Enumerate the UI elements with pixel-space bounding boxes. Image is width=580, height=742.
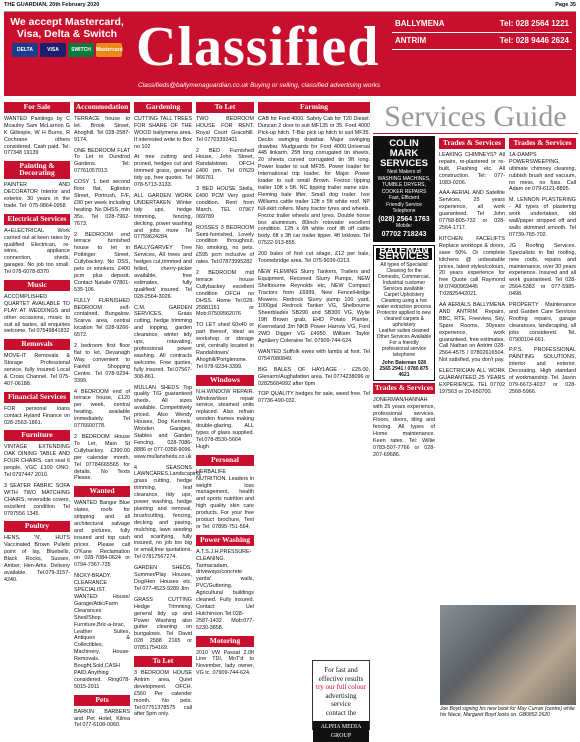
classified-ad: At tree cutting and pruned, hedges cut and trimmed grass, general tidy up, free quotes. Tel 078-5713-3133.	[134, 154, 192, 189]
colin-line: WASHING MACHINES,	[377, 175, 431, 182]
classified-ad: LEAKING CHIMNEYS? All repairs, re-plastered or re-built, Flashing etc. All construction. Tel: 077-1083-0206.	[439, 151, 505, 186]
section-heading: Electrical Services	[4, 214, 70, 225]
classified-ad: TO LET shed 60x40 or part thereof, ideal as workshop or storage unit, centrally located in Randalstown/ Ahoghill/Portglenone. Tel 078-9234-3399.	[196, 322, 254, 370]
section-heading: For Sale	[4, 102, 70, 113]
alpha-media-logo: ALPHA MEDIA GROUP	[313, 721, 369, 742]
card-logos	[8, 43, 126, 57]
classified-ad: 2 BEDROOM House To Let, Main St Cullybackey. £390.00 per calendar month, Tel 07784665565 for details. No Texts Please.	[74, 433, 130, 482]
classified-ad: JG Roofing Services. Specialists in flat roofing, new roofs, repairs and maintenance, over 30 years experience. Insured and all work guaranteed. Tel 028-2564-5383 or 077-5985-0498.	[509, 242, 576, 298]
classified-ad: JONERMAN/HANNAH with 25 years experience, professional services. Floors, doors, tiling and fencing. All types of Home maintenance. Keen rates. Tel: Willie 0783-507-7766 or 028-207-69686.	[373, 396, 435, 458]
section-heading: Painting & Decorating	[4, 161, 70, 179]
bateman-line: For a friendly professional service telephone	[381, 339, 427, 358]
classified-ad: ELECTRICIAN ALL WORK GUARANTEED 25 YEARS EXPERIENCE. TEL 07702 197563 or 20-650700.	[439, 368, 505, 395]
services-column-1	[373, 136, 435, 606]
classified-ad: 3 BEDROOM HOUSE Antrim area, Quiet development. OFCH. £560 Per calender month. No pets. Tel:07751378575 call after 5pm only.	[134, 669, 192, 718]
classified-ad: NEW FLEMING Slurry Tankers, Trailers and Equipment, Reconed Slurry Pumps, NEW Shelbourne Reynolds etc, NEW Compact Tractors from £6999, New Fence/Hedge Mowers. Redrock Slurry pump 100 yard, 1000gal Redrock Tanker VG, Shelbourne Sheerblades SB290 and SB300 VG, Wylie 19ft Brown grab, EHD Potato Planter, Kverneland 3m NKB Power Harrow VG, Ford 2WD Digger VG £4950. William Taylor Agri&ery Coleraine Tel. 07909-744-624.	[258, 268, 370, 344]
classified-ad: PROPERTY Maintenance and Garden Care Services Roofing repairs, garage clearances, landscaping, all jobs considered. Tel. 07900104-661.	[509, 302, 576, 343]
classified-ad: HENS, 'N', HUTS Vaccinated Brown Pullets point of lay, Bluebells, Black Rocks, Sussex, Amber, Hen-Arks. Delivery available. Tel.079-3157-4240.	[4, 535, 70, 583]
classified-ad: GARDEN SHEDS, Summer/Play Houses, Dog/Hen Houses etc. Tel 077-4523-9289 Jim	[134, 565, 192, 592]
classified-ad: 2 BEDROOM mid terrace house Cullybackey excellent condition OFCH no DHSS. Home Tel:028-25881161 or Mob:0750956207​6	[196, 270, 254, 318]
section-heading: Furniture	[4, 430, 70, 441]
section-heading: Farming	[258, 102, 370, 113]
phone-numbers	[392, 16, 572, 46]
classified-ad: N.H.WINDOW REPAIR. Window/door repair service, steamed units replaced. Also refrain wooden frames making double-glazing. ALL types of glass supplied. Tel.078-8530-5664 Hugh	[196, 388, 254, 450]
classified-ad: P.P.S. PROFESSIONAL PAINTING SOLUTIONS, interior and exterior. Decorating. High standard of workmanship. Tel. Jason 079-6673-4037 or 028-2568-5966.	[509, 347, 576, 395]
section-heading: Accommodation	[75, 102, 129, 111]
services-column-3	[509, 136, 576, 601]
promo-box: For fast and effective results try our full colour advertising service contact the ALPHA MEDIA GROUP	[312, 660, 370, 730]
column-4	[196, 100, 254, 735]
classified-ad: 2 BED Furnished House, John Street, Randalstown. OFCH £400 pm. Tel 07629 966761	[196, 147, 254, 182]
section-heading: Music	[4, 280, 70, 291]
masthead	[4, 2, 576, 12]
classified-ad: GRASS CUTTING Hedge Trimming, general tidy up and Power Washing also gutter cleaning on bungalows. Tel David 028 2588 2165 or 07851754169.	[134, 596, 192, 652]
bateman-line: Services available:	[383, 285, 425, 292]
section-heading: Removals	[4, 339, 70, 350]
page-number: Page 35	[555, 2, 576, 8]
classified-ad: TOP QUALITY hedges for sale, weed free. Tel 07736-490-032.	[258, 391, 370, 405]
card-tagline: We accept Mastercard, Visa, Delta & Switch	[10, 16, 124, 40]
bateman-line: Cleaning using a hot water extraction process	[376, 297, 432, 310]
bateman-line: Other Services Available	[376, 333, 432, 340]
classified-ad: TWO BEDROOM HOUSE FOR RENT. Royal Court Gracehill. Tel 07703392401	[196, 115, 254, 143]
column-1	[4, 100, 70, 735]
classified-ad: MULLAN SHEDS Top quality T/G guaranteed sheds. All sizes available. Competitively priced. Also Wendy Houses, Dog Kennels, Wooden Garages, Stables and Garden Fencing. 028-7086-8886 or 077-0358-9096. www.mullansheds.co.uk	[134, 384, 192, 460]
classified-ad: 3 SEATER FABRIC SOFA WITH TWO MATCHING CHAIRS, reversible covers, excellent condition Tel 0797556 1345.	[4, 482, 70, 517]
classified-ad: A+ELECTRICAL Work carried out at keen rates by qualified Electrican, re-wires, appliance connection, sheds, garages. No job too small. Tel 078-6078-8370	[4, 227, 70, 276]
section-heading: Power Washing	[196, 535, 254, 546]
classified-ad: BIG BALES OF HAYLAGE - £25.00, Glenarm/Aughafatten area. Tel 0774238096 or 02825684992 after 6pm	[258, 366, 370, 387]
visa-card-icon: VISA	[40, 43, 66, 57]
colin-line: Nest Makers of	[387, 169, 421, 175]
colin-line: COOKER REPAIRS	[381, 188, 427, 195]
classified-ad: CUTTING TALL TREES FOR SHARE OF THE WOOD ballymena area. If interested write to Box no 102	[134, 115, 192, 150]
card-banner	[8, 16, 126, 88]
delta-card-icon: DELTA	[12, 43, 38, 57]
classified-header	[4, 12, 576, 96]
section-heading: Windows	[196, 375, 254, 386]
classified-ad: C.M. GARDEN SERVICES. Grass cutting, hedge trimming and lopping, garden clearance, winter tidy ups, rotavating, professional power washing. All contracts welcome. Free quotes, fully insured. Tel.07567-308-861.	[134, 304, 192, 380]
classified-ad: 200 bales of first cut silage, £12 per bale, Toomebridge area. Tel 075-9039-0213.	[258, 251, 370, 265]
book-signing-photo	[440, 605, 576, 705]
section-heading: Personal	[196, 455, 254, 466]
classified-ad: AAA-AERIAL AND Satellite Services, 25 years experience, all work guaranteed. Tel John 07768-805-732 or 028-2564-1717.	[439, 190, 505, 231]
classified-ad: FULLY FURNISHED BEDROOM self-contained, Bungalow, Scarva area, central location Tel 028-9266-6572.	[74, 297, 130, 339]
photo-caption: Joe Boyd signing his new book for May Curran (centre) while his Niece, Margaret Boyd looks on. GB0852 2620	[440, 706, 575, 718]
classified-ad: 2 BEDROOM end terrace furnished house to let in Pottinger Street, Cullybackey. No DSS, pets or smokers. £400 pcm plus deposit. Contact Natalie 07801-535-106.	[74, 231, 130, 293]
section-heading: Poultry	[4, 521, 70, 532]
classified-ad: TERRACE house to let. Brook Street, Ahoghill. Tel 028-2587-9174.	[74, 115, 130, 143]
classified-ad: CAB for Ford 4000. Safety Cab for T20 Diesel. Duncan 2 door to suit MF135 or 35. Ford 4000 Pick-up hitch. T-Bar pick up hitch to suit MF35. Decks swinging drawbar. Major swinging drawbar. Mudguards for Ford 4000.Universal 445 linkarm. 25ft long corrugated tin sheets, 20 sheets curved corrugated tin 9ft long. Power loader to suit MF35. Power loader for International trip loader. for Major. Power loader to suit small Brown. Frezoz tipping trailer 10ft x 5ft. NC tipping trailer same size. Fleming bale lifter. Small dog trailer. Ivor Williams cattle trailer 12ft x 5ft white roof. NP full-skirt rollers. Many tractor tyres and wheels. Frezoz trailer wheels and tyres. Double horse box aluminium. 80inch rotovator excellent condition. 12ft x 6ft white roof lift off cattle body. 6ft x 3ft car trailer tipper. 4ft Inklows. Tel 07522-913-855.	[258, 115, 370, 247]
classified-ad: PAINTER AND DECORATOR Interior and exterior. 30 years in the trade. Tel: 075-9864-0958	[4, 182, 70, 209]
classified-ad: FOR personal loans contact Hyland Finance on 028-2563-1861.	[4, 405, 70, 426]
classified-ad: HERBALIFE NUTRITION. Leaders in weight loss management, health and sports nutrition and high quality skin care products. For your free product brochure, Text or Tel: 07895-751-564.	[196, 468, 254, 530]
phone-row: BALLYMENA Tel: 028 2564 1221	[392, 16, 572, 33]
section-heading: Motoring	[196, 636, 254, 647]
column-3	[134, 100, 202, 735]
classified-ad: 2 bedroom first floor flat to let, Devanagh Way, convenient to Fairhill Shopping Centre. Tel 078-9234-3399.	[74, 343, 130, 384]
classified-ad: ONE BEDROOM FLAT To Let in Dundrod Gardens. Tel: 07761057013.	[74, 147, 130, 175]
classified-ad: COSY 1 bed second floor flat, Eglinton Street, Portrush, F/F, £90 per week including heating. No DHSS, min 35s. Tel 028-7962-7673.	[74, 179, 130, 227]
phone-row: ANTRIM Tel: 028 9446 2624	[392, 33, 572, 50]
classified-ad: ALL GARDEN WORK UNDERTAKEN Winter tidy ups, hedge trimming, fencing, decking, power washing and jobs more Tel 07759624284.	[134, 192, 192, 241]
classified-ad: WANTED Suffolk ewes with lambs at foot. Tel 07547080849.	[258, 348, 370, 362]
classified-ad: M. LENNON PLASTERING - All types of plastering work undertaken, old wall/paper stripped off and walls skimmed smooth. Tel 07739-765-702.	[509, 197, 576, 238]
classified-ad: WANTED Bangor Blue slates, roofs for stripping and all architectural salvage and pictures, fully insured and top cash prices. Please call O'Kane Reclamation on 028-7084-0624 or 0794-7367-735	[74, 500, 130, 569]
classified-ad: 1A-DAMPS POWERSWEEPING, ultimate chimney cleaning, rubbish brush and vacuum, no mess, no fuss. Call Adam on 079-6121-8895.	[509, 151, 576, 193]
section-heading: Trades & Services	[439, 138, 505, 149]
section-heading: To Let	[134, 656, 192, 667]
section-heading: To Let	[196, 102, 254, 113]
colin-line: TUMBLE DRYERS,	[382, 182, 426, 188]
classified-ad: MOVE-IT Removals & Storage Professional service, fully insured Local & Cross Channel. Tel 075-407-06188.	[4, 353, 70, 387]
section-title: Classified	[136, 16, 380, 78]
mastercard-icon: Mastercard	[96, 43, 122, 57]
colin-mark-ad: COLIN MARK SERVICES Nest Makers of WASHING MACHINES, TUMBLE DRYERS, COOKER REPAIRS Fast, Efficient Friendly Service Telephone (028) 2564 1763 Mobile: 07702 718243	[373, 136, 435, 242]
classified-ad: AA AERIALS BALLYMENA AND ANTRIM. Repairs, BBC, RTE, Freeview, Sky, Spare Rooms, 30years experience, work guaranteed, free estimates. Call Nathan on Antrim 028-2564-4575 / 07802616504. Not satisfied, you don't pay.	[439, 302, 505, 364]
services-column-2	[439, 136, 505, 601]
column-5	[258, 100, 370, 655]
classified-ad: A.T.S.J.H.PRESSURE-CLEANING. Tarmacadam, driveways/concrete yards/ walls, PVC/Guttering. Agricultural buildings cleaned. Fully insured. Contact Uel Hutchinson.Tel:028-2587-1432 Mob:077-5230-3858.	[196, 548, 254, 631]
classified-ad: ROSSES 3 BEDROOM Semi-furnished, Lovely condition throughout, No smoking, no pets. £595 pcm inclusive of rates. Tel:07873995282	[196, 224, 254, 266]
classified-ad: 2010 VW Passat 2.0ft Line TDI, MoT'd to November, lady owner, VG tc. 07909-744-624.	[196, 649, 254, 677]
bateman-line: All types of Specialist Cleaning for the Domestic, Commercial, Industrial customer	[378, 261, 430, 286]
section-heading: Gardening	[134, 102, 192, 113]
colin-line: Telephone	[392, 208, 416, 214]
classified-ad: NICKY-BRADY. CLEARANCE SPECIALIST. WANTED: House/ Garage/Attic/Farm Clearances Shed/Shop. Furniture,Bric-a-brac, Leather Suites, Antiques & Collectibles, Machinery, House-Removals. Bought,Sold,CASH PAID.Anything considered. Ring078-5015-2911	[74, 573, 130, 690]
classified-ad: KITCHEN FACELIFTS Replace worktops & doors, save 50%. Or complete kitchens @ unbeatable prices, latest styles/colours, 20 years experience for free Quote call Raymond M:07490969445 or T:02825442021.	[439, 235, 505, 298]
header-subline: Classifieds@ballymenaguardian.co.uk Buying or selling, classified advertising works	[138, 82, 381, 89]
section-heading: Financial Services	[4, 392, 70, 403]
classified-ad: 4 SEASONS LAWNCARES.Landscaping, grass cutting, hedge trimming, leaf clearance, tidy ups, power washing, hedge planting and removal, brushcutting, fencing, decking and paving, mulching, lawn seeding and scarifying, fully insured, no job too big or small,free quotations. Tel 07817567274.	[134, 464, 202, 561]
colin-line: Friendly Service	[386, 201, 422, 208]
services-guide-title: Services Guide	[373, 100, 578, 134]
classified-ad: VINTAGE EXTENDING OAK DINING TABLE AND FOUR CHAIRS. can seat 6 people, VGC £100 ONO. Tel 0797447 2010.	[4, 444, 70, 478]
colin-line: Fast, Efficient	[388, 195, 420, 201]
switch-card-icon: SWITCH	[68, 43, 94, 57]
classified-ad: ACCOMPLISHED QUARTET AVAILABLE TO PLAY AT WEDDINGS and other occasions, music to suit all tastes, all enquiries welcome. Tel 07549841832	[4, 293, 70, 335]
classified-ad: BALLYGARVEY Tree Services, All trees and hedges cut,trimmed and felled, cherry-picker available, free estimates, fully qualified/ insured. Tel 028-2564-3026.	[134, 245, 192, 300]
classified-ad: WANTED Paintings by C Mcauley Sam McLarnon G K Gillespie, W H Burns, R Cochrane others considered. Cash paid. Tel: 077348 19139	[4, 115, 70, 157]
bateman-line: Carpet Upholstery	[383, 291, 425, 298]
classified-ad: BARKIN BARBERS and Pet Hotel, Kilrea Tel 077-6108-0060.	[74, 708, 130, 729]
classified-ad: 4 BEDROOM end of terrace house, £120 per week, central heating, available immediately. Tel 0776600778.	[74, 388, 130, 430]
bateman-line: Protector applied to new cleaned carpets & upholstery	[377, 309, 431, 328]
section-heading: Pets	[74, 695, 130, 706]
classified-ad: 3 BED HOUSE Stella, £490 PCM Very good condition. Rent from March. TEL 07967 069789	[196, 186, 254, 220]
section-heading: Wanted	[74, 486, 130, 497]
section-heading: Trades & Services	[374, 382, 434, 392]
section-heading: Trades & Services	[509, 138, 576, 149]
column-2	[74, 100, 130, 735]
masthead-left: THE GUARDIAN, 20th February 2020	[4, 2, 100, 8]
bateman-ad: BATEMAN SERVICES All types of Specialist Cleaning for the Domestic, Commercial, Industrial customer Services available: Carpet Upholstery Cleaning using a hot water extraction process Protector applied to new cleaned carpets & upholstery Leather suites cleaned Other Services Available For a friendly professional service telephone John Bateman 028 2565 2941 / 0780 875 4621	[373, 245, 435, 381]
bateman-line: Leather suites cleaned	[378, 327, 430, 334]
